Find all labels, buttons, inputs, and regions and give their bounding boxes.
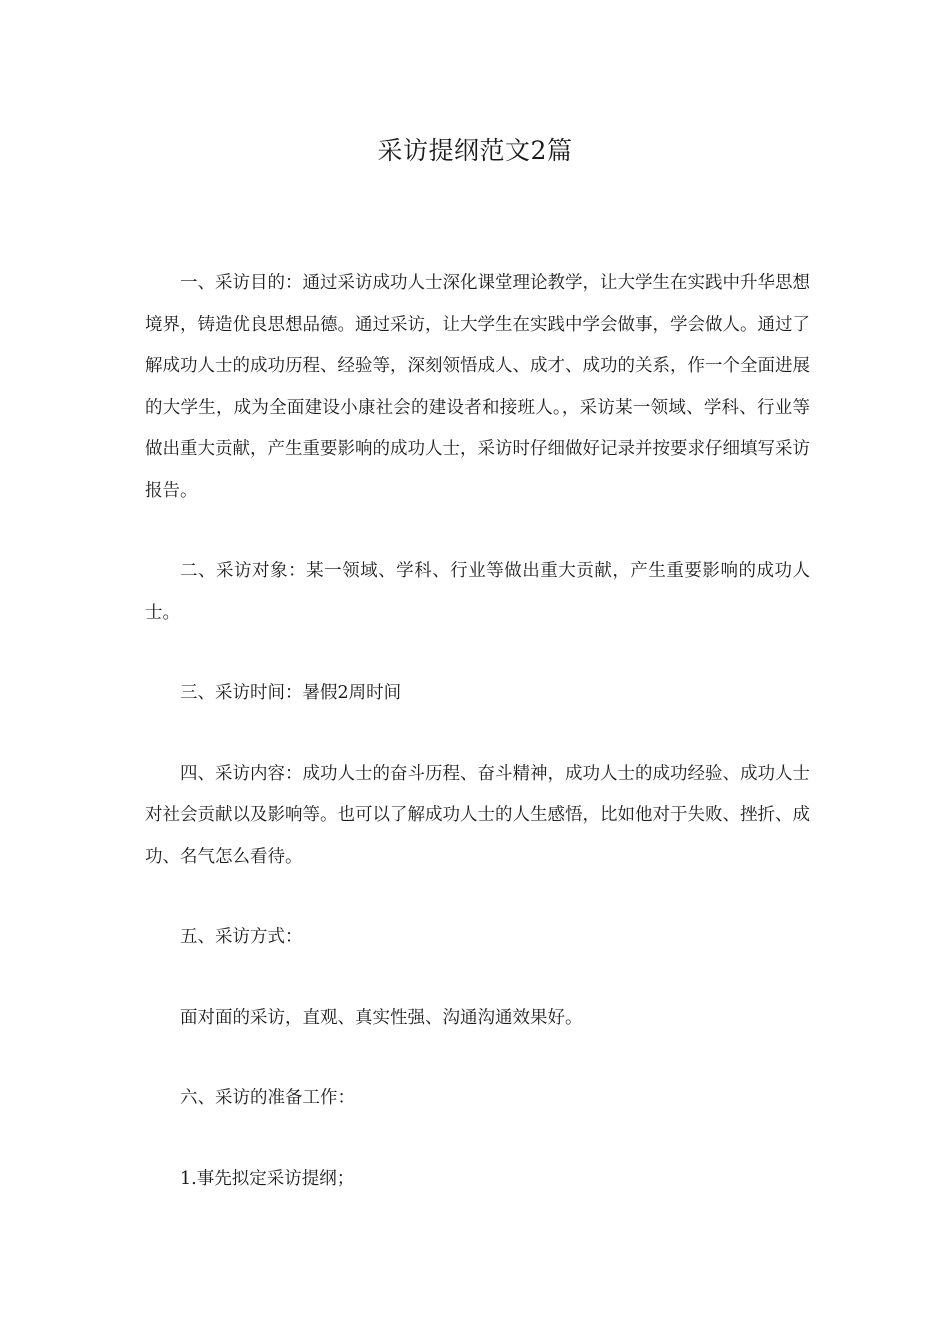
paragraph-preparation-heading: 六、采访的准备工作： [180,1088,355,1108]
paragraph-preparation-item-1: 1.事先拟定采访提纲； [180,1168,355,1189]
paragraph-spacer [145,715,810,754]
paragraph-subject: 二、采访对象：某一领域、学科、行业等做出重大贡献，产生重要影响的成功人士。 [145,561,810,623]
paragraph-spacer [145,1039,810,1078]
paragraph-method-detail: 面对面的采访，直观、真实性强、沟通沟通效果好。 [180,1007,583,1028]
paragraph-content: 四、采访内容：成功人士的奋斗历程、奋斗精神，成功人士的成功经验、成功人士对社会贡献以及影响等。也可以了解成功人士的人生感悟，比如他对于失败、挫折、成功、名气怎么看待。 [145,763,810,867]
paragraph-purpose: 一、采访目的：通过采访成功人士深化课堂理论教学，让大学生在实践中升华思想境界，铸造优良思想品德。通过采访，让大学生在实践中学会做事，学会做人。通过了解成功人士的成功历程、经验等，深刻领悟成人、成才、成功的关系，作一个全面进展的大学生，成为全面建设小康社会的建设者和接班人。，采访某一领域、学科、行业等做出重大贡献，产生重要影响的成功人士，采访时仔细做好记录并按要求仔细填写采访报告。 [145,273,810,501]
paragraph-spacer [145,634,810,673]
paragraph-spacer [145,878,810,917]
paragraph-method-heading: 五、采访方式： [180,927,303,947]
paragraph-spacer [145,512,810,551]
paragraph-spacer [145,1120,810,1159]
paragraph-spacer [145,959,810,998]
document-body [145,263,810,1200]
document-title: 采访提纲范文2篇 [377,136,573,165]
paragraph-time: 三、采访时间：暑假2周时间 [180,683,402,703]
